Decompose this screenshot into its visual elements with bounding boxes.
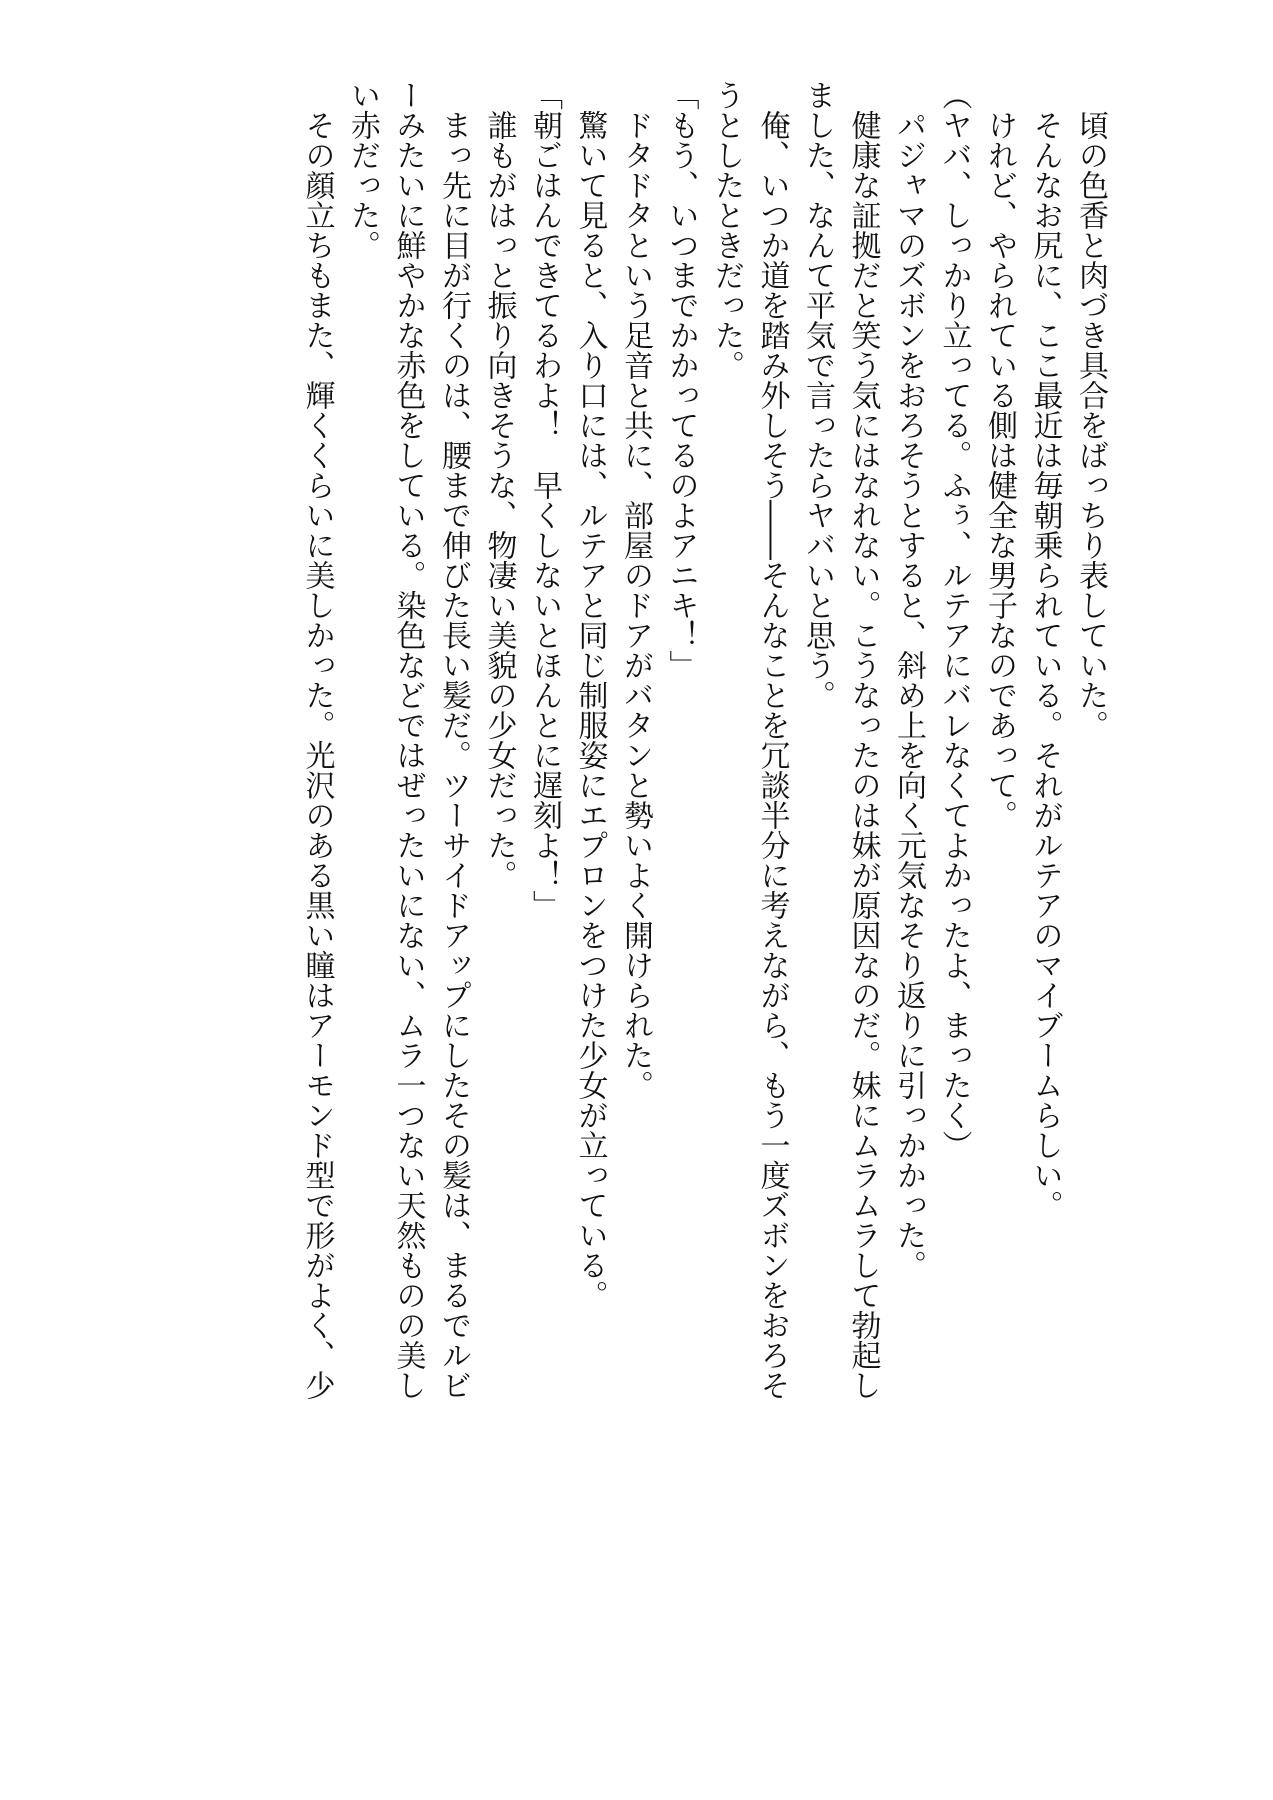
text-line: ーみたいに鮮やかな赤色をしている。染色などではぜったいにない、ムラ一つない天然ものの美し [390, 80, 426, 1400]
text-line: 健康な証拠だと笑う気にはなれない。こうなったのは妹が原因なのだ。妹にムラムラして勃起し [845, 80, 881, 1400]
text-line: 驚いて見ると、入り口には、ルテアと同じ制服姿にエプロンをつけた少女が立っている。 [572, 80, 608, 1310]
text-line: い赤だった。 [345, 80, 380, 260]
text-line: その顔立ちもまた、輝くくらいに美しかった。光沢のある黒い瞳はアーモンド型で形がよく、少 [299, 80, 335, 1400]
text-line: ドタドタという足音と共に、部屋のドアがバタンと勢いよく開けられた。 [618, 80, 653, 1100]
text-line: パジャマのズボンをおろそうとすると、斜め上を向く元気なそり返りに引っかかった。 [891, 80, 926, 1280]
text-line: うとしたときだった。 [709, 80, 744, 380]
text-line: 誰もがはっと振り向きそうな、物凄い美貌の少女だった。 [481, 80, 517, 890]
text-line: 頃の色香と肉づき具合をばっちり表していた。 [1073, 80, 1108, 740]
text-line: そんなお尻に、ここ最近は毎朝乗られている。それがルテアのマイブームらしい。 [1027, 80, 1063, 1220]
text-line: けれど、やられている側は健全な男子なのであって。 [982, 80, 1017, 830]
text-line: （ヤバ、しっかり立ってる。ふぅ、ルテアにバレなくてよかったよ、まったく） [936, 80, 972, 1160]
text-line: 「朝ごはんできてるわよ！ 早くしないとほんとに遅刻よ！」 [527, 80, 562, 920]
text-line: ました、なんて平気で言ったらヤバいと思う。 [800, 80, 835, 710]
vertical-text-body [294, 80, 1113, 1700]
text-line: 俺、いつか道を踏み外しそう――そんなことを冗談半分に考えながら、もう一度ズボンをおろそ [754, 80, 790, 1400]
text-line: 「もう、いつまでかかってるのよアニキ！」 [663, 80, 699, 680]
text-line: まっ先に目が行くのは、腰まで伸びた長い髪だ。ツーサイドアップにしたその髪は、まるでルビ [436, 80, 471, 1400]
